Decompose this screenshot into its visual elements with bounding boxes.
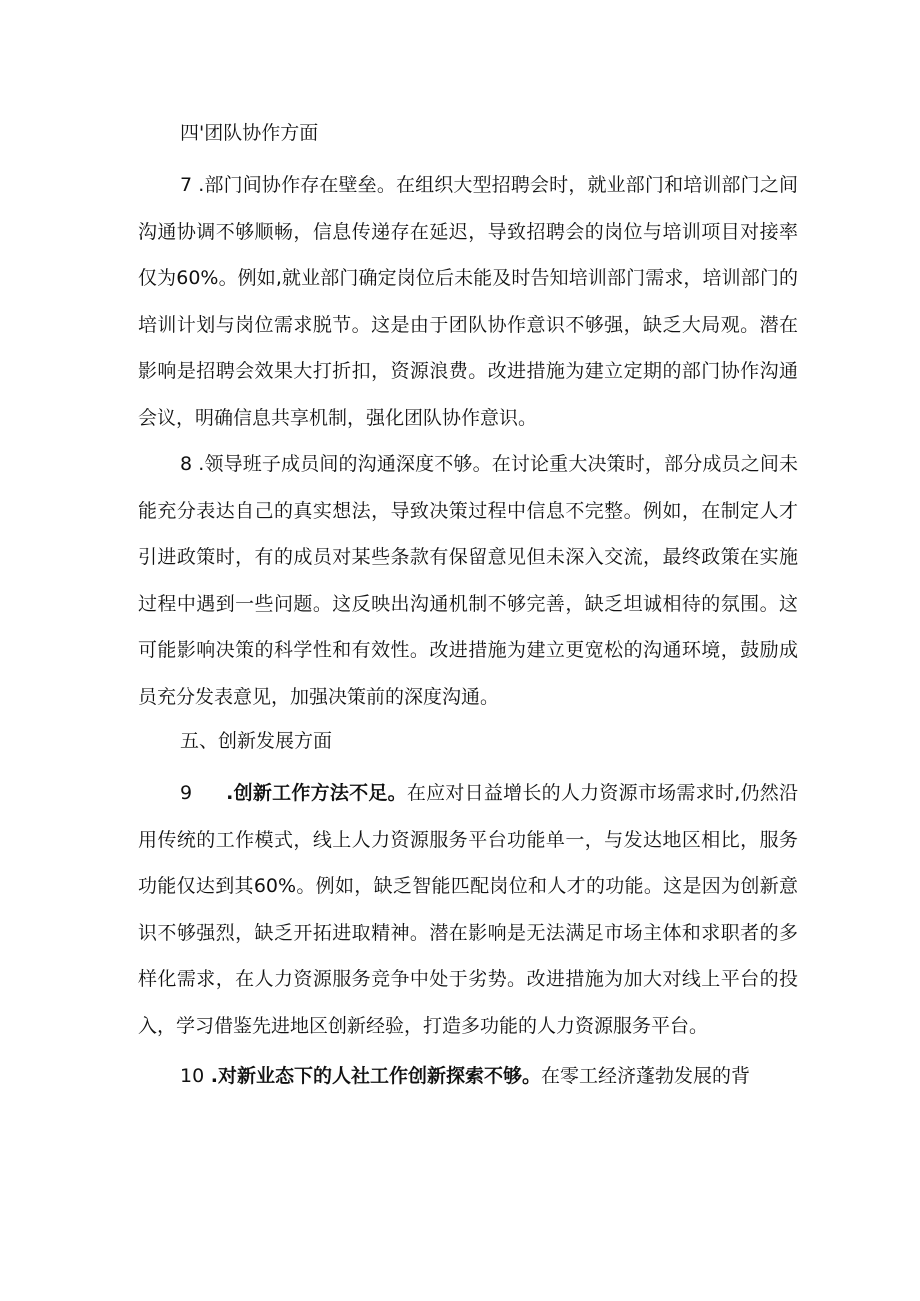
paragraph-item-8	[138, 441, 798, 720]
section-heading-innovation: 五、创新发展方面	[180, 730, 333, 752]
item-text: 在应对日益增长的人力资源市场需求时,仍然沿用传统的工作模式，线上人力资源服务平台功能单一，与发达地区相比，服务功能仅达到其60%。例如，缺乏智能匹配岗位和人才的功能。这是因为创新意识不够强烈，缺乏开拓进取精神。潜在影响是无法满足市场主体和求职者的多样化需求，在人力资源服务竞争中处于劣势。改进措施为加大对线上平台的投入，学习借鉴先进地区创新经验，打造多功能的人力资源服务平台。	[138, 782, 798, 1037]
item-bold-lead: .对新业态下的人社工作创新探索不够。	[204, 1065, 542, 1087]
item-number: 10	[180, 1065, 205, 1087]
item-bold-lead: .创新工作方法不足。	[226, 782, 407, 804]
paragraph-item-7	[138, 162, 798, 441]
item-text: .领导班子成员间的沟通深度不够。在讨论重大决策时，部分成员之间未能充分表达自己的真实想法，导致决策过程中信息不完整。例如，在制定人才引进政策时，有的成员对某些条款有保留意见但未深入交流，最终政策在实施过程中遇到一些问题。这反映出沟通机制不够完善，缺乏坦诚相待的氛围。这可能影响决策的科学性和有效性。改进措施为建立更宽松的沟通环境，鼓励成员充分发表意见，加强决策前的深度沟通。	[138, 453, 798, 708]
paragraph-item-9	[138, 770, 798, 1049]
item-text: 在零工经济蓬勃发展的背	[541, 1065, 751, 1087]
paragraph-item-10	[138, 1053, 798, 1100]
item-number: 7	[180, 174, 193, 196]
document-body	[138, 112, 798, 1100]
section-heading-teamwork: 四'团队协作方面	[180, 122, 319, 144]
item-text: .部门间协作存在壁垒。在组织大型招聘会时，就业部门和培训部门之间沟通协调不够顺畅，信息传递存在延迟，导致招聘会的岗位与培训项目对接率仅为60%。例如,就业部门确定岗位后未能及时告知培训部门需求，培训部门的培训计划与岗位需求脱节。这是由于团队协作意识不够强，缺乏大局观。潜在影响是招聘会效果大打折扣，资源浪费。改进措施为建立定期的部门协作沟通会议，明确信息共享机制，强化团队协作意识。	[138, 174, 798, 429]
item-number: 8	[180, 453, 193, 475]
item-number: 9	[180, 782, 193, 804]
